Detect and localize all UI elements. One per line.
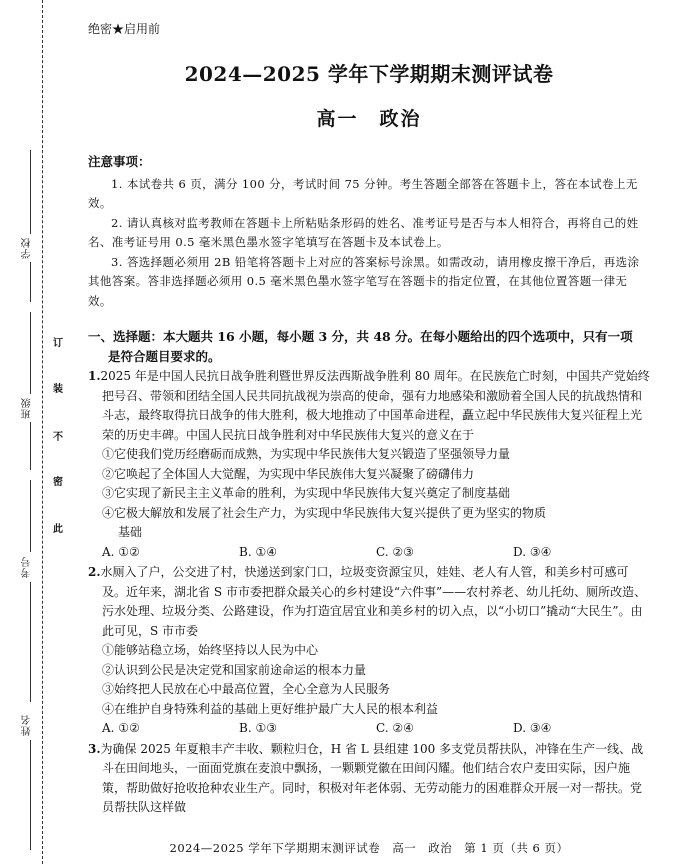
answer-choices (88, 543, 650, 563)
school-blank (30, 150, 31, 234)
statement-option-text: 基础 (118, 525, 143, 539)
answer-choices (88, 719, 650, 739)
question-number: 1. (88, 369, 101, 383)
seal-char: 订 (53, 338, 63, 349)
answer-choice-b: B. ①④ (239, 544, 277, 559)
answer-choice-c: C. ②④ (376, 721, 414, 735)
seal-char: 装 (53, 384, 63, 395)
question-number: 2. (88, 565, 101, 579)
statement-option-text: ④它极大解放和发展了社会生产力，为实现中华民族伟大复兴提供了更为坚实的物质 (102, 505, 547, 520)
seal-char: 不 (53, 432, 63, 443)
statement-option: ①它使我们党历经磨砺而成熟，为实现中华民族伟大复兴锻造了坚强领导力量 (102, 447, 511, 461)
class-label: 班级 (22, 397, 33, 419)
class-blank-2 (30, 422, 31, 470)
question-number: 3. (88, 741, 101, 756)
notice-item: 2. 请认真核对监考教师在答题卡上所粘贴条形码的姓名、准考证号是否与本人相符合，再将自己的姓名、准考证号用 0.5 毫米黑色墨水签字笔填写在答题卡及本试卷上。 (88, 215, 639, 249)
exam-no-blank-2 (30, 582, 31, 702)
class-blank (30, 312, 31, 394)
question-text: 为确保 2025 年夏粮丰产丰收、颗粒归仓，H 省 L 县组建 100 多支党员帮扶队，冲锋在生产一线、战斗在田间地头，一面面党旗在麦浪中飘扬，一颗颗党徽在田间闪耀。他们结合农户麦田实际，因户施策，帮助做好抢收抢种农业生产。同时，积极对年老体弱、无劳动能力的困难群众开展一对一帮扶。党员帮扶队这样做 (100, 741, 644, 814)
secret-mark: 绝密★启用前 (88, 22, 161, 36)
question-3 (88, 740, 650, 818)
exam-no-label: 考号 (22, 556, 33, 578)
exam-title: 2024—2025 学年下学期期末测评试卷 (184, 62, 554, 86)
statement-option: ④在维护自身特殊利益的基础上更好维护最广大人民的根本利益 (102, 701, 439, 716)
statement-option (88, 504, 650, 543)
notice-item: 3. 答选择题必须用 2B 铅笔将答题卡上对应的答案标号涂黑。如需改动，请用橡皮擦干净后，再选涂其他答案。答非选择题必须用 0.5 毫米黑色墨水签字笔写在答题卡的指定位置，在其他位置答题一律无效。 (88, 254, 640, 308)
question-stem (88, 740, 650, 818)
answer-choice-b: B. ①③ (239, 721, 277, 735)
question-stem (88, 563, 650, 641)
statement-option: ①能够站稳立场，始终坚持以人民为中心 (102, 643, 319, 657)
exam-no-blank (30, 480, 31, 552)
section-heading-line: 是符合题目要求的。 (108, 348, 221, 364)
question-stem (88, 367, 650, 445)
seal-char: 密 (53, 477, 63, 488)
notice-title: 注意事项： (88, 154, 151, 169)
school-blank-2 (30, 262, 31, 302)
statement-option: ③它实现了新民主主义革命的胜利，为实现中华民族伟大复兴奠定了制度基础 (102, 486, 511, 500)
statement-option: ③始终把人民放在心中最高位置，全心全意为人民服务 (102, 682, 391, 696)
question-2 (88, 563, 650, 739)
notice-block (88, 152, 650, 311)
statement-option: ②认识到公民是决定党和国家前途命运的根本力量 (102, 662, 367, 677)
name-blank (30, 740, 31, 850)
question-1 (88, 367, 650, 562)
answer-choice-d: D. ③④ (513, 544, 552, 559)
notice-item: 1. 本试卷共 6 页，满分 100 分，考试时间 75 分钟。考生答题全部答在答题卡上，答在本试卷上无效。 (88, 176, 638, 210)
answer-choice-a: A. ①② (102, 544, 140, 559)
question-text: 2025 年是中国人民抗日战争胜利暨世界反法西斯战争胜利 80 周年。在民族危亡时刻，中国共产党始终把号召、带领和团结全国人民共同抗战视为崇高的使命，强有力地感染和激励着全国人民的抗战热情和斗志，最终取得抗日战争的伟大胜利，极大地推动了中国革命进程，矗立起中华民族伟大复兴征程上光荣的历史丰碑。中国人民抗日战争胜利对中华民族伟大复兴的意义在于 (100, 369, 650, 442)
seal-char: 此 (53, 524, 63, 535)
answer-choice-a: A. ①② (102, 721, 140, 735)
question-text: 水厕入了户，公交进了村，快递送到家门口，垃圾变资源宝贝，娃娃、老人有人管，和美乡村可感可及。近年来，湖北省 S 市市委把群众最关心的乡村建设“六件事”——农村养老、幼儿托幼、厕所改造、污水处理、垃圾分类、公路建设，作为打造宜居宜业和美乡村的切入点，以“小切口”撬动“大民生”。由此可见，S 市市委 (100, 565, 647, 638)
section-heading-line: 一、选择题：本大题共 16 小题，每小题 3 分，共 48 分。在每小题给出的四个选项中，只有一项 (88, 329, 633, 344)
statement-option: ②它唤起了全体国人大觉醒，为实现中华民族伟大复兴凝聚了磅礴伟力 (102, 466, 475, 481)
exam-body (88, 152, 650, 818)
section-heading (88, 327, 650, 366)
page-footer: 2024—2025 学年下学期期末测评试卷 高一 政治 第 1 页（共 6 页） (169, 841, 569, 855)
school-label: 学校 (22, 237, 33, 259)
answer-choice-c: C. ②③ (376, 544, 414, 559)
subject-title: 高一 政治 (316, 108, 422, 130)
binding-dashed-line (42, 0, 43, 864)
name-label: 姓名 (22, 714, 33, 736)
answer-choice-d: D. ③④ (513, 721, 552, 735)
